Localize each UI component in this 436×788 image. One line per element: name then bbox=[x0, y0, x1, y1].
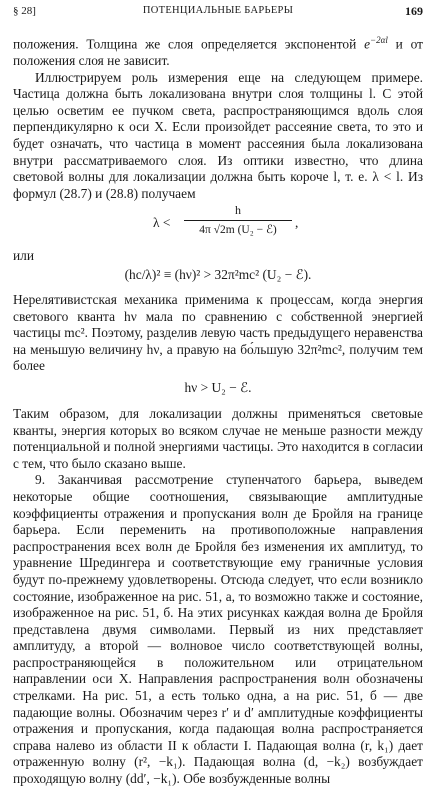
page-body bbox=[13, 32, 423, 788]
page-number: 169 bbox=[405, 4, 423, 18]
formula-comma: , bbox=[295, 215, 299, 231]
paragraph-nonrelativistic: Нерелятивистская механика применима к процессам, когда энергия светового кванта hν мала по сравнению с собственной энергией частицы mc². Поэтому, разделив левую часть предыдущего неравенства на меньшую величину hν, а правую на бо́льшую 32π²mc², получим тем более bbox=[13, 292, 423, 374]
fraction-denominator: 4π √2m (U₂ − ℰ) bbox=[199, 224, 277, 236]
formula-hnu-inequality: hν > U₂ − ℰ. bbox=[184, 379, 252, 395]
page-title: ПОТЕНЦИАЛЬНЫЕ БАРЬЕРЫ bbox=[142, 5, 294, 16]
formula-fraction bbox=[184, 202, 292, 238]
paragraph-item-9: 9. Заканчивая рассмотрение ступенчатого барьера, выведем некоторые общие соотношения, связывающие амплитудные коэффициенты отражения и пропускания волн де Бройля на границе барьера. Если переменить на противоположные направления распространения всех волн де Бройля без изменения их амплитуд, то уравнение Шредингера и соответствующие ему граничные условия будут по-прежнему удовлетворены. Отсюда следует, что если возникло состояние, изображенное на рис. 51, а, то возможно также и состояние, изображенное на рис. 51, б. На этих рисунках каждая волна де Бройля представлена двумя символами. Первый из них представляет амплитуду, а второй — волновое число соответствующей волны, распространяющейся в положительном или отрицательном направлении оси X. Направления распространения волн обозначены стрелками. На рис. 51, а есть только одна, а на рис. 51, б — две падающие волны. Обозначим через r′ и d′ амплитудные коэффициенты отражения и пропускания, когда падающая волна распространяется справа налево из области II к области I. Падающая волна (r, k₁) дает отраженную волну (r², −k₁). Падающая волна (d, −k₂) возбуждает проходящую волну (dd′, −k₁). Обе возбужденные волны bbox=[13, 472, 423, 787]
running-header bbox=[13, 5, 423, 21]
paragraph-conclusion: Таким образом, для локализации должны применяться световые кванты, энергия которых во всяком случае не меньше разности между потенциальной и полной энергиями частицы. Это находится в согласии с тем, что было сказано выше. bbox=[13, 405, 423, 471]
paragraph-continuation: положения. Толщина же слоя определяется экспонентой $e^{-2\alpha l}$ и от положения слоя не зависит. bbox=[13, 35, 423, 69]
formula-lhs: λ < bbox=[153, 215, 171, 231]
paragraph-measurement-example: Иллюстрируем роль измерения еще на следующем примере. Частица должна быть локализована внутри слоя толщины l. С этой целью осветим ее пучком света, распространяющимся вдоль слоя перпендикулярно к оси X. Если произойдет рассеяние света, то это и будет означать, что частица в момент рассеяния была локализована внутри рассматриваемого слоя. Из оптики известно, что длина световой волны для локализации должна быть короче l, т. е. λ < l. Из формул (28.7) и (28.8) получаем bbox=[13, 69, 423, 201]
formula-lambda-inequality bbox=[13, 202, 423, 248]
or-word: или bbox=[13, 248, 35, 264]
section-number: § 28] bbox=[13, 5, 36, 17]
fraction-numerator: h bbox=[184, 202, 292, 221]
formula-energy-inequality: (hc/λ)² ≡ (hν)² > 32π²mc² (U₂ − ℰ). bbox=[124, 267, 312, 282]
